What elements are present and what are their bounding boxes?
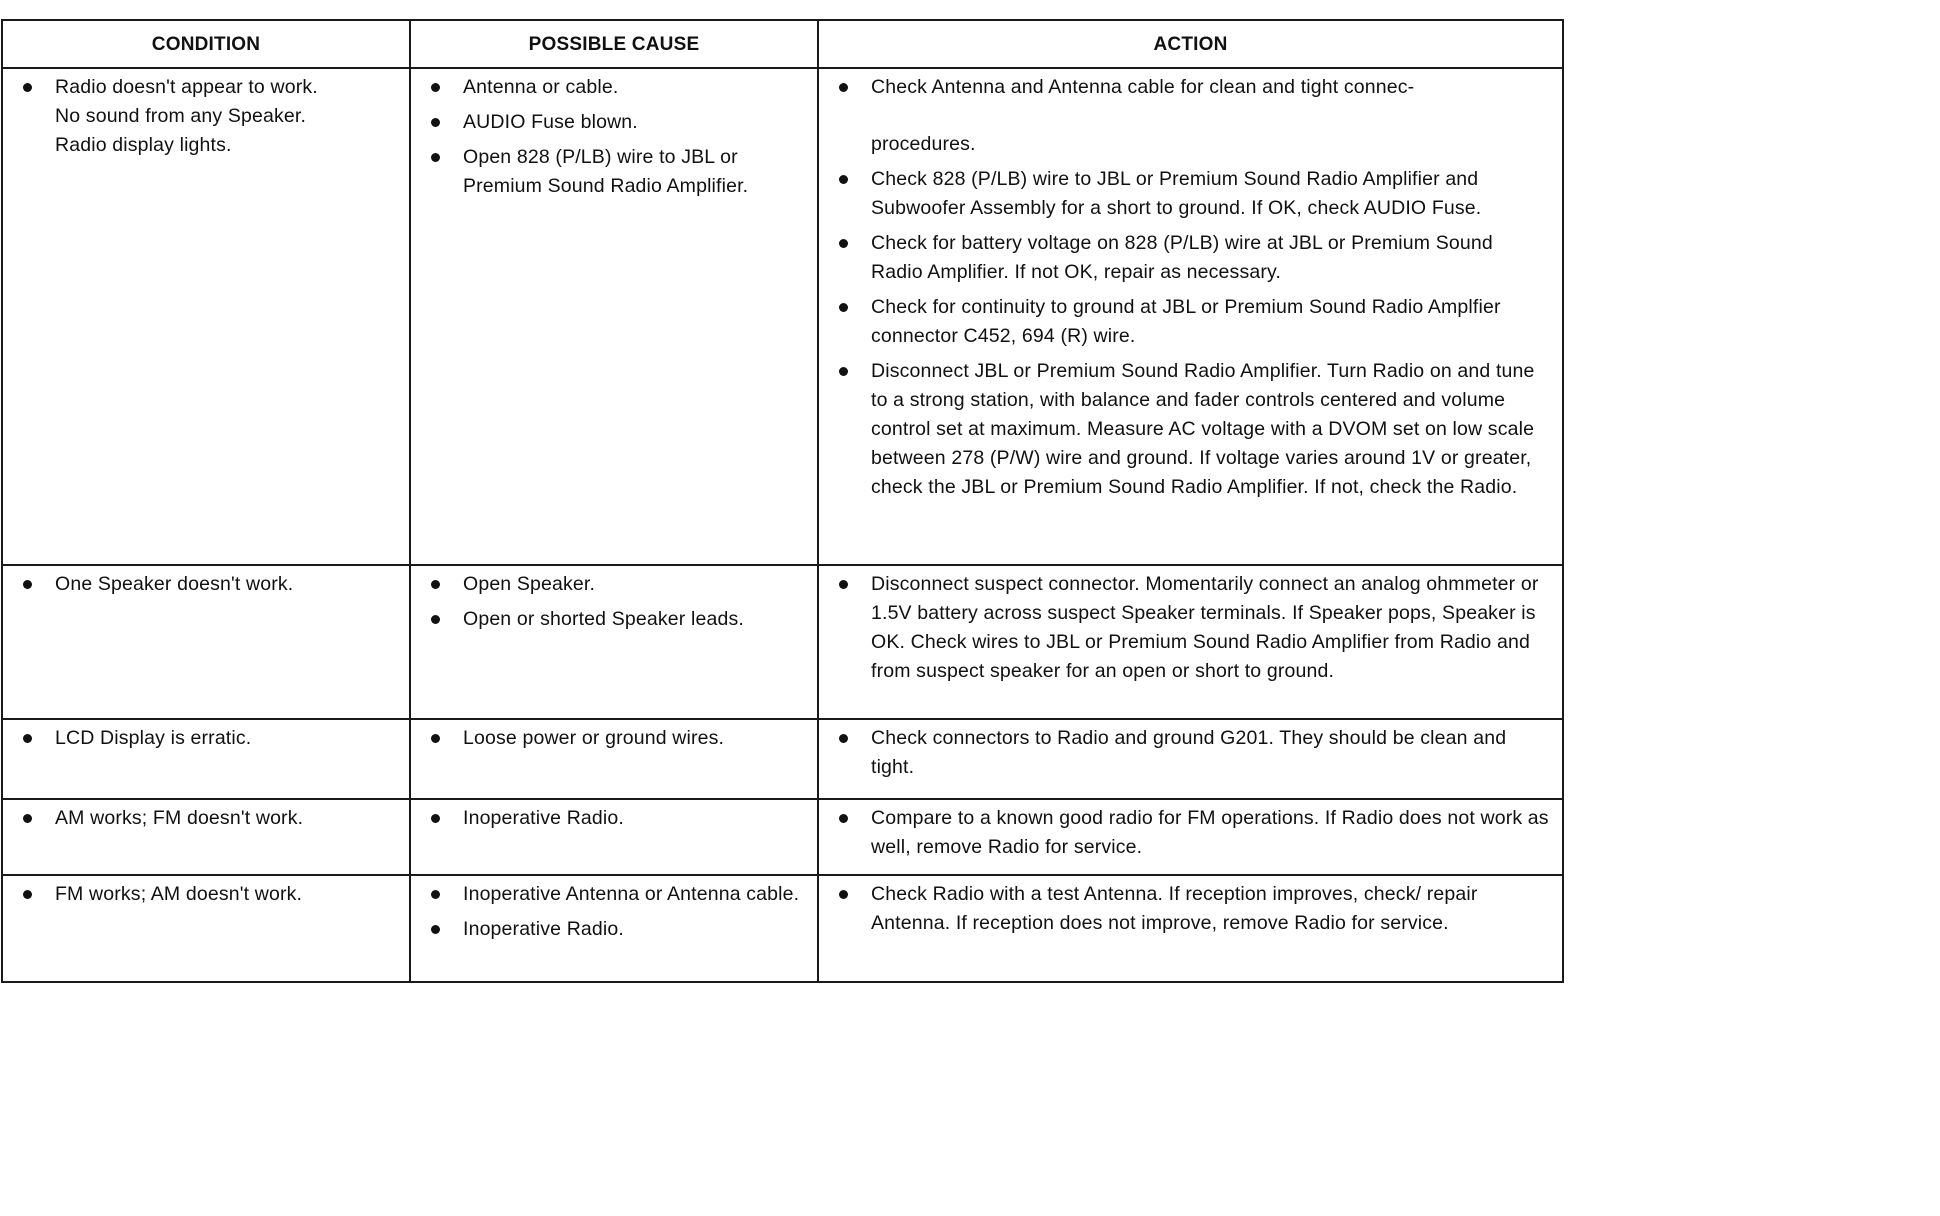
cause-item: AUDIO Fuse blown.: [427, 108, 805, 137]
cause-cell: [410, 565, 818, 719]
condition-item: Radio doesn't appear to work. No sound from any Speaker. Radio display lights.: [19, 73, 397, 160]
action-item: Check Radio with a test Antenna. If reception improves, check/ repair Antenna. If reception does not improve, remove Radio for service.: [835, 880, 1550, 938]
table-row: [2, 565, 1563, 719]
action-continuation: [835, 108, 1550, 159]
action-item: Disconnect JBL or Premium Sound Radio Amplifier. Turn Radio on and tune to a strong station, with balance and fader controls centered and volume control set at maximum. Measure AC voltage with a DVOM set on low scale between 278 (P/W) wire and ground. If voltage varies around 1V or greater, check the JBL or Premium Sound Radio Amplifier. If not, check the Radio.: [835, 357, 1550, 502]
condition-cell: [2, 799, 410, 875]
condition-item: FM works; AM doesn't work.: [19, 880, 397, 909]
action-cell: [818, 875, 1563, 982]
action-cell: [818, 68, 1563, 565]
condition-cell: [2, 875, 410, 982]
cause-item: Inoperative Radio.: [427, 915, 805, 944]
action-cell: [818, 565, 1563, 719]
action-item: Check connectors to Radio and ground G201. They should be clean and tight.: [835, 724, 1550, 782]
action-item: Check for battery voltage on 828 (P/LB) wire at JBL or Premium Sound Radio Amplifier. If not OK, repair as necessary.: [835, 229, 1550, 287]
header-possible-cause: POSSIBLE CAUSE: [410, 20, 818, 68]
table-row: [2, 719, 1563, 799]
cause-cell: [410, 68, 818, 565]
action-item: Check Antenna and Antenna cable for clean and tight connec-: [835, 73, 1550, 102]
diagnosis-table: [1, 19, 1564, 983]
cause-item: Open or shorted Speaker leads.: [427, 605, 805, 634]
action-cell: [818, 719, 1563, 799]
cause-cell: [410, 719, 818, 799]
condition-cell: [2, 68, 410, 565]
cause-item: Antenna or cable.: [427, 73, 805, 102]
action-item: Check 828 (P/LB) wire to JBL or Premium Sound Radio Amplifier and Subwoofer Assembly for a short to ground. If OK, check AUDIO Fuse.: [835, 165, 1550, 223]
condition-item: AM works; FM doesn't work.: [19, 804, 397, 833]
cause-item: Inoperative Antenna or Antenna cable.: [427, 880, 805, 909]
condition-item: LCD Display is erratic.: [19, 724, 397, 753]
action-item: Disconnect suspect connector. Momentarily connect an analog ohmmeter or 1.5V battery across suspect Speaker terminals. If Speaker pops, Speaker is OK. Check wires to JBL or Premium Sound Radio Amplifier from Radio and from suspect speaker for an open or short to ground.: [835, 570, 1550, 686]
table-row: [2, 799, 1563, 875]
condition-cell: [2, 719, 410, 799]
table-row: [2, 875, 1563, 982]
action-cell: [818, 799, 1563, 875]
action-item: Compare to a known good radio for FM operations. If Radio does not work as well, remove Radio for service.: [835, 804, 1550, 862]
table-header: [2, 20, 1563, 68]
table-row: [2, 68, 1563, 565]
condition-item: One Speaker doesn't work.: [19, 570, 397, 599]
header-condition: CONDITION: [2, 20, 410, 68]
cause-cell: [410, 875, 818, 982]
header-row: [2, 20, 1563, 68]
action-continuation-text: procedures.: [871, 133, 976, 155]
cause-item: Inoperative Radio.: [427, 804, 805, 833]
cause-item: Loose power or ground wires.: [427, 724, 805, 753]
condition-cell: [2, 565, 410, 719]
cause-item: Open 828 (P/LB) wire to JBL or Premium Sound Radio Amplifier.: [427, 143, 805, 201]
cause-item: Open Speaker.: [427, 570, 805, 599]
header-action: ACTION: [818, 20, 1563, 68]
action-gap: [871, 108, 1550, 130]
action-item: Check for continuity to ground at JBL or Premium Sound Radio Amplfier connector C452, 694 (R) wire.: [835, 293, 1550, 351]
cause-cell: [410, 799, 818, 875]
